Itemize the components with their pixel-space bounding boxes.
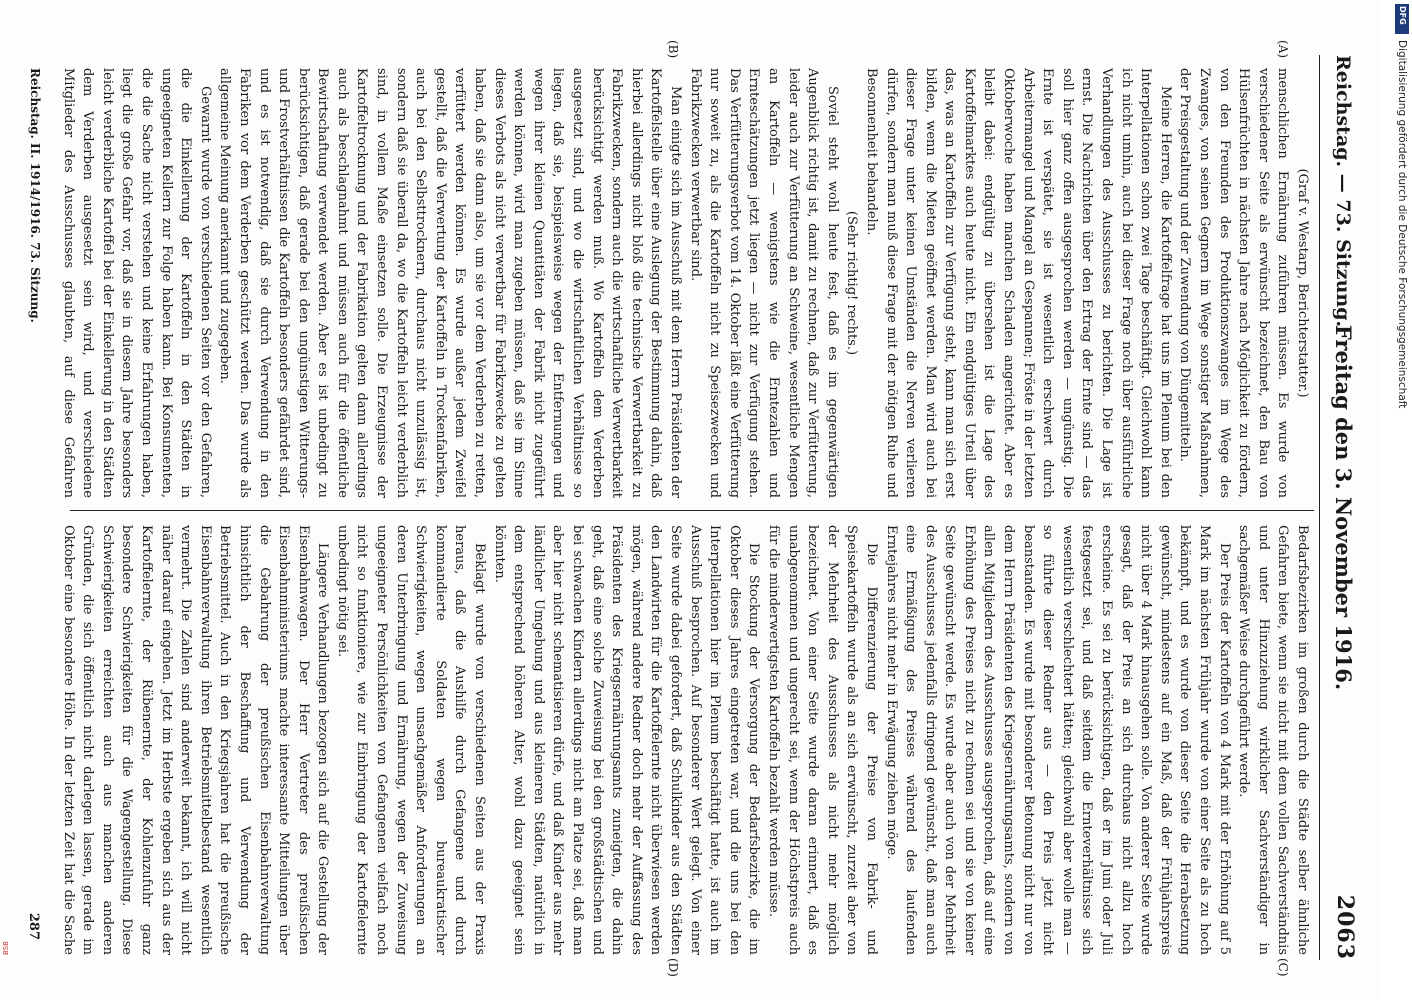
column-divider [70, 510, 1314, 511]
scan-credit [1392, 40, 1412, 640]
page-header [1322, 55, 1362, 960]
left-column [55, 68, 1312, 498]
paragraph: Meine Herren, die Kartoffelfrage hat uns im Plenum bei den Interpellationen schon zwei Tage beschäftigt. Gleichwohl kann ich nicht umhin, auch bei dieser Frage noch über ausführliche Verhandlungen des Ausschusses zu berichten. Die Lage ist ernst. Die Nachrichten über den Ertrag der Ernte sind — das soll hier ganz offen ausgesprochen werden — ungünstig. Die Ernte ist verspätet, sie ist wesentlich erschwert durch Arbeitermangel und Mangel an Gespannen; Fröste in der letzten Oktoberwoche haben manchen Schaden angerichtet. Aber es bleibt dabei: endgültig zu übersehen ist die Lage des Kartoffelmarktes auch heute nicht. Ein endgültiges Urteil über das, was an Kartoffeln zur Verfügung steht, kann man sich erst bilden, wenn die Mieten geöffnet werden. Man wird auch bei dieser Frage unter keinen Umständen die Nerven verlieren dürfen, sondern man muß diese Frage mit der nötigen Ruhe und Besonnenheit behandeln. [863, 68, 1173, 498]
paragraph: Längere Verhandlungen bezogen sich auf die Gestellung der Eisenbahnwagen. Der Herr Vertreter des preußischen Eisenbahnministeriums machte interessante Mitteilungen über die Gebahrung der preußischen Eisenbahnverwaltung hinsichtlich der Beschaffung und Verwendung der Betriebsmittel. Auch in den Kriegsjahren hat die preußische Eisenbahnverwaltung ihren Betriebsmittelbestand wesentlich vermehrt. Die Zahlen sind anderweit bekannt, ich will nicht näher darauf eingehen. Jetzt im Herbste ergeben sich aus der Kartoffelernte, der Rübenernte, der Kohlenzufuhr ganz besondere Schwierigkeiten für die Wagengestellung. Diese Schwierigkeiten erreichten auch aus manchen anderen Gründen, die sich öffentlich nicht darlegen lassen, gerade im Oktober eine besondere Höhe. In der letzten Zeit hat die Sache [60, 525, 331, 955]
speaker-line: (Graf v. Westarp, Berichterstatter.) [1295, 168, 1310, 398]
paragraph: Die Differenzierung der Preise von Fabrik- und Speisekartoffeln wurde als an sich erwünscht, zurzeit aber von der Mehrheit des Ausschusses als nicht mehr möglich bezeichnet. Von einer Seite wurde daran erinnert, daß es unabgenommen und ungerecht sei, wenn der Höchstpreis auch für die minderwertigsten Kartoffeln bezahlt werden müsse. [765, 525, 879, 955]
dfg-logo: DFG [1395, 4, 1409, 34]
paragraph: Der Preis der Kartoffeln von 4 Mark mit der Erhöhung auf 5 Mark im nächsten Frühjahr wurde von einer Seite als zu hoch bekämpft, und es wurde von dieser Seite die Herabsetzung gewünscht, mindestens auf ein Maß, daß der Frühjahrspreis nicht über 4 Mark hinausgehen solle. Von anderer Seite wurde gesagt, daß der Preis an sich durchaus nicht allzu hoch erscheine. Es sei zu berücksichtigen, daß er im Juni oder Juli festgesetzt sei, und daß seitdem die Ernteverhältnisse sich wesentlich verschlechtert hätten; gleichwohl aber wolle man — so führte dieser Redner aus — den Preis jetzt nicht beanstanden. Es wurde mit besonderer Betonung nicht nur von dem Herrn Präsidenten des Kriegsernährungsamts, sondern von allen Mitgliedern des Ausschusses ausgesprochen, daß auf eine Erhöhung des Preises nicht zu rechnen sei und sie von keiner Seite gewünscht werde. Es wurde aber auch von der Mehrheit des Ausschusses jedenfalls dringend gewünscht, daß man auch eine Ermäßigung des Preises während des laufenden Erntejahres nicht mehr in Erwägung ziehen möge. [883, 525, 1232, 955]
margin-marker-a: (A) [1276, 40, 1290, 59]
paragraph: Beklagt wurde von verschiedenen Seiten aus der Praxis heraus, daß die Aushilfe durch Gefangene und durch kommandierte Soldaten wegen bureaukratischer Schwierigkeiten, wegen unsachgemäßer Anforderungen an deren Unterbringung und Ernährung, wegen der Zuweisung ungeeigneter Persönlichkeiten von Gefangenen vielfach noch nicht so funktioniere, wie zur Einbringung der Kartoffelernte unbedingt nötig sei. [334, 525, 488, 955]
sheet-number: 287 [26, 912, 41, 940]
interjection: (Sehr richtig! rechts.) [844, 210, 860, 356]
paragraph: Bedarfsbezirken im großen durch die Städte selber ähnliche Gefahren biete, wenn sie nicht mit dem vollen Sachverständnis und unter Hinzuziehung wirklicher Sachverständiger in sachgemäßer Weise durchgeführt werde. [1236, 525, 1310, 955]
margin-marker-d: (D) [666, 958, 680, 977]
paragraph: Gewarnt wurde von verschiedenen Seiten vor den Gefahren, die die Einkellerung der Kartoffeln in den Städten in ungeeigneten Kellern zur Folge haben kann. Bei Konsumenten, die die Sache nicht verstehen und keine Erfahrungen haben, liegt die große Gefahr vor, daß sie in diesem Jahre besonders leicht verderbliche Kartoffel bei der Einkellerung in den Städten dem Verderben ausgesetzt sein wird, und verschiedene Mitglieder des Ausschusses glaubten, auf diese Gefahren [60, 68, 213, 498]
footer-signature: Reichstag. II. 1914/1916. 73. Sitzung. [28, 68, 42, 323]
page-number: 2063 [1332, 894, 1358, 960]
paragraph: Die Stockung der Versorgung der Bedarfsbezirke, die im Oktober dieses Jahres eingetreten war, und die uns bei den Interpellationen hier im Plenum beschäftigt hatte, ist auch im Ausschuß besprochen. Auf besonderer Wert gelegt. Von einer Seite wurde dabei gefordert, daß Schulkinder aus den Städten den Landwirten für die Kartoffelernte nicht überwiesen werden mögen, während andere Redner doch mehr der Auffassung des Präsidenten des Kriegsernährungsamts zuneigten, die dahin geht, daß eine solche Zuweisung bei den großstädtischen und bei schwachen Kindern allerdings nicht am Platze sei, daß man aber hier nicht schematisieren dürfe, und daß Kinder aus mehr ländlicher Umgebung und aus kleineren Städten, natürlich in dem entsprechend höheren Alter, wohl dazu geeignet sein könnten. [491, 525, 762, 955]
library-mark: BSB [2, 941, 10, 955]
margin-marker-c: (C) [1276, 958, 1290, 977]
header-rule [1319, 55, 1320, 960]
paragraph: menschlichen Ernährung zuführen müssen. Es wurde von verschiedener Seite als erwünscht bezeichnet, den Bau von Hülsenfrüchten in nächsten Jahre nach Möglichkeit zu fördern, von den Freunden des Produktionszwanges im Wege des Zwanges, von seinen Gegnern im Wege sonstiger Maßnahmen, der Preisgestaltung und der Zuwendung von Düngemitteln. [1177, 68, 1291, 498]
scan-credit-text: Digitalisierung gefördert durch die Deutsche Forschungsgemeinschaft [1396, 40, 1408, 409]
header-left: Reichstag. — 73. Sitzung. [1332, 55, 1354, 328]
margin-marker-b: (B) [666, 40, 680, 59]
header-date: Freitag den 3. November 1916. [1331, 324, 1356, 691]
paragraph: Soviel steht wohl heute fest, daß es im gegenwärtigen Augenblick richtig ist, damit zu rechnen, daß zur Verfütterung, leider auch zur Verfütterung an Schweine, wesentliche Mengen an Kartoffeln — wenigstens wie die Erntezahlen und Ernteschätzungen jetzt liegen — nicht zur Verfügung stehen. Das Verfütterungsverbot vom 14. Oktober läßt eine Verfütterung nur soweit zu, als die Kartoffeln nicht zu Speisezwecken und Fabrikzwecken verwertbar sind. [687, 68, 840, 498]
right-column [55, 525, 1312, 955]
paragraph: Man einigte sich im Ausschuß mit dem Herrn Präsidenten der Kartoffelstelle über eine Auslegung der Bestimmung dahin, daß hierbei allerdings nicht bloß die technische Verwertbarkeit zu Fabrikzwecken, sondern auch die wirtschaftliche Verwertbarkeit berücksichtigt werden muß. Wo Kartoffeln dem Verderben ausgesetzt sind, und wo die wirtschaftlichen Verhältnisse so liegen, daß sie, beispielsweise wegen der Entfernungen und wegen ihrer kleinen Quantitäten der Fabrik nicht zugeführt werden können, wird man zugeben müssen, daß sie im Sinne dieses Verbots als nicht verwertbar für Fabrikzwecke zu gelten haben, daß sie dann also, um sie vor dem Verderben zu retten, verfüttert werden können. Es wurde außer jedem Zweifel gestellt, daß die Verwertung der Kartoffeln in Trockenfabriken, auch bei den Selbsttrocknern, durchaus nicht unzulässig ist, sondern daß sie überall da, wo die Kartoffeln leicht verderblich sind, in vollem Maße einsetzen solle. Die Erzeugnisse der Kartoffeltrocknung und der Fabrikation gelten dann allerdings auch als beschlagnahmt und müssen auch für die öffentliche Bewirtschaftung verwendet werden. Aber es ist unbedingt zu berücksichtigen, daß gerade bei den ungünstigen Witterungs- und Frostverhältnissen die Kartoffeln besonders gefährdet sind, und es ist notwendig, daß sie durch Verwendung in den Fabriken vor dem Verderben geschützt werden. Das wurde als allgemeine Meinung anerkannt und zugegeben. [217, 68, 683, 498]
